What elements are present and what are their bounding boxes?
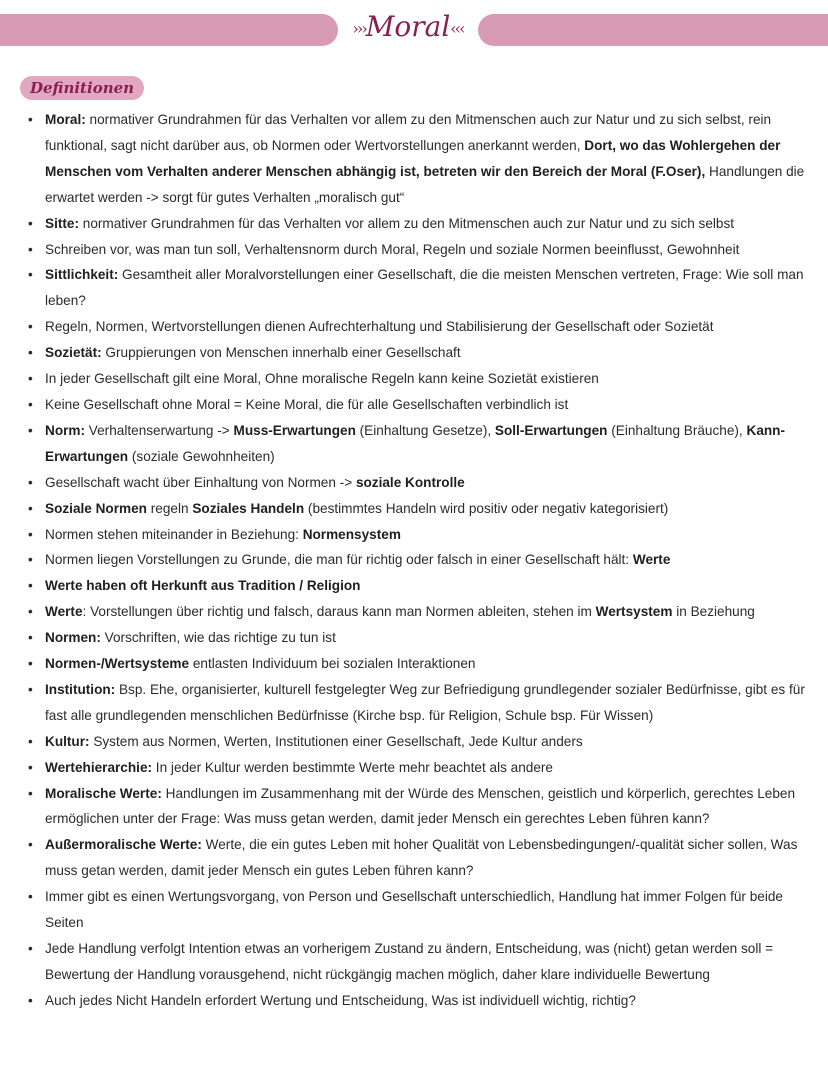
item-text: Keine Gesellschaft ohne Moral = Keine Moral, die für alle Gesellschaften verbindlich ist <box>45 396 569 412</box>
item-text: Immer gibt es einen Wertungsvorgang, von Person und Gesellschaft unterschiedlich, Handlung hat immer Folgen für beide Seiten <box>45 889 783 931</box>
term-bold: Sozietät: <box>45 345 102 361</box>
term-bold: Kultur: <box>45 733 90 749</box>
term-bold: Normen-/Wertsysteme <box>45 656 190 672</box>
item-text: Handlungen die erwartet werden -> sorgt für gutes Verhalten „moralisch gut“ <box>45 163 805 205</box>
definition-item <box>22 832 812 884</box>
item-text: Vorschriften, wie das richtige zu tun ist <box>100 630 336 646</box>
item-text: Verhaltenserwartung -> <box>85 422 234 438</box>
definition-item <box>22 547 812 573</box>
term-bold: Sitte: <box>45 215 79 231</box>
definition-item <box>22 107 812 211</box>
definition-item <box>22 366 812 392</box>
term-bold: Sittlichkeit: <box>45 267 119 283</box>
definition-item <box>22 651 812 677</box>
definition-item <box>22 211 812 237</box>
item-text: in Beziehung <box>672 604 755 620</box>
term-bold: Soll-Erwartungen <box>494 422 608 438</box>
item-text: Gruppierungen von Menschen innerhalb einer Gesellschaft <box>101 345 461 361</box>
term-bold: Soziales Handeln <box>192 500 305 516</box>
definition-item <box>22 781 812 833</box>
term-bold: Außermoralische Werte: <box>45 837 202 853</box>
term-bold: soziale Kontrolle <box>355 474 465 490</box>
definition-item <box>22 522 812 548</box>
definition-item <box>22 988 812 1014</box>
term-bold: Werte <box>632 552 671 568</box>
item-text: Schreiben vor, was man tun soll, Verhaltensnorm durch Moral, Regeln und soziale Normen beeinflusst, Gewohnheit <box>45 241 740 257</box>
term-bold: Kann-Erwartungen <box>45 422 786 464</box>
item-text: (soziale Gewohnheiten) <box>128 448 275 464</box>
title-text: Moral <box>365 10 451 43</box>
term-bold: Institution: <box>45 681 116 697</box>
item-text: normativer Grundrahmen für das Verhalten vor allem zu den Mitmenschen auch zur Natur und zu sich selbst, rein funktional, sagt nicht darüber aus, ob Normen oder Wertvorstellungen anerkannt werden, <box>45 112 772 153</box>
item-text: In jeder Kultur werden bestimmte Werte mehr beachtet als andere <box>152 759 553 775</box>
item-text: Normen stehen miteinander in Beziehung: <box>45 526 303 542</box>
item-text: (Einhaltung Gesetze), <box>355 422 495 438</box>
item-text: regeln <box>146 500 193 516</box>
definition-list <box>22 107 812 1014</box>
definition-item <box>22 677 812 729</box>
item-text: Auch jedes Nicht Handeln erfordert Wertung und Entscheidung, Was ist individuell wichtig, richtig? <box>45 992 636 1008</box>
term-bold: Werte haben oft Herkunft aus Tradition / Religion <box>45 578 361 594</box>
term-bold: Soziale Normen <box>45 500 147 516</box>
term-bold: Dort, wo das Wohlergehen der Menschen vom Verhalten anderer Menschen abhängig ist, betreten wir den Bereich der Moral (F.Oser), <box>45 137 781 179</box>
definition-item <box>22 599 812 625</box>
definition-item <box>22 392 812 418</box>
definition-item <box>22 496 812 522</box>
definition-item <box>22 573 812 599</box>
page-title <box>338 10 478 43</box>
item-text: Handlungen im Zusammenhang mit der Würde des Menschen, geistlich und körperlich, gerechtes Leben ermöglichen unter der Frage: Was muss getan werden, damit jeder Mensch ein gerechtes Leben führen kann? <box>45 785 796 827</box>
term-bold: Wertehierarchie: <box>45 759 153 775</box>
definition-item <box>22 314 812 340</box>
title-banner <box>0 10 828 46</box>
term-bold: Normensystem <box>302 526 401 542</box>
item-text: Bsp. Ehe, organisierter, kulturell festgelegter Weg zur Befriedigung grundlegender sozialer Bedürfnisse, gibt es für fast alle grundlegenden menschlichen Bedürfnisse (Kirche bsp. für Religion, Schule bsp. Für Wissen) <box>45 681 805 723</box>
term-bold: Moralische Werte: <box>45 785 162 801</box>
item-text: normativer Grundrahmen für das Verhalten vor allem zu den Mitmenschen auch zur Natur und zu sich selbst <box>78 215 735 231</box>
item-text: (Einhaltung Bräuche), <box>607 422 747 438</box>
item-text: : Vorstellungen über richtig und falsch, daraus kann man Normen ableiten, stehen im <box>82 604 596 620</box>
definition-item <box>22 237 812 263</box>
item-text: System aus Normen, Werten, Institutionen einer Gesellschaft, Jede Kultur anders <box>89 733 583 749</box>
definition-item <box>22 262 812 314</box>
term-bold: Muss-Erwartungen <box>233 422 356 438</box>
definition-item <box>22 340 812 366</box>
term-bold: Normen: <box>45 630 101 646</box>
term-bold: Wertsystem <box>595 604 673 620</box>
title-bar-left <box>0 14 338 46</box>
term-bold: Norm: <box>45 422 86 438</box>
definition-item <box>22 729 812 755</box>
item-text: entlasten Individuum bei sozialen Interaktionen <box>189 656 476 672</box>
definition-item <box>22 625 812 651</box>
item-text: Regeln, Normen, Wertvorstellungen dienen Aufrechterhaltung und Stabilisierung der Gesellschaft oder Sozietät <box>45 319 714 335</box>
definition-item <box>22 755 812 781</box>
item-text: In jeder Gesellschaft gilt eine Moral, Ohne moralische Regeln kann keine Sozietät existieren <box>45 371 599 387</box>
term-bold: Moral: <box>45 112 86 127</box>
section-label: Definitionen <box>20 76 144 100</box>
title-deco-left: ››› <box>352 19 366 38</box>
definition-item <box>22 470 812 496</box>
definition-item <box>22 884 812 936</box>
item-text: Gesamtheit aller Moralvorstellungen einer Gesellschaft, die die meisten Menschen vertreten, Frage: Wie soll man leben? <box>45 267 804 309</box>
item-text: Jede Handlung verfolgt Intention etwas an vorherigem Zustand zu ändern, Entscheidung, was (nicht) getan werden soll = Bewertung der Handlung vorausgehend, nicht rückgängig machen möglich, daher klare individuelle Bewertung <box>45 941 774 982</box>
title-bar-right <box>478 14 828 46</box>
item-text: Gesellschaft wacht über Einhaltung von Normen -> <box>45 474 356 490</box>
item-text: Normen liegen Vorstellungen zu Grunde, die man für richtig oder falsch in einer Gesellschaft hält: <box>45 552 633 568</box>
definition-item <box>22 418 812 470</box>
item-text: (bestimmtes Handeln wird positiv oder negativ kategorisiert) <box>304 500 669 516</box>
definition-item <box>22 936 812 988</box>
title-deco-right: ‹‹‹ <box>450 19 464 38</box>
item-text: Werte, die ein gutes Leben mit hoher Qualität von Lebensbedingungen/-qualität sicher sollen, Was muss getan werden, damit jeder Mensch ein gutes Leben führen kann? <box>45 837 798 879</box>
term-bold: Werte <box>45 604 83 620</box>
